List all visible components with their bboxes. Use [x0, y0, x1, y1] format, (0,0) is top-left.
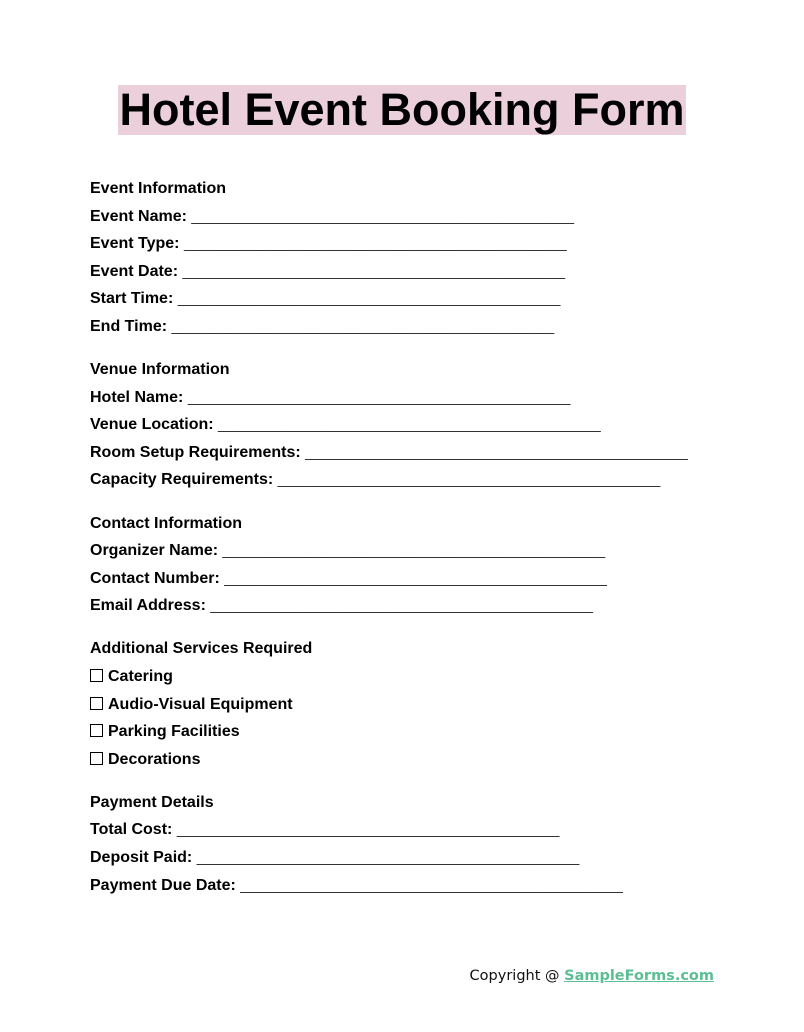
- field-email-address[interactable]: [90, 592, 770, 620]
- section-venue-information: [90, 356, 770, 494]
- field-label: Capacity Requirements:: [90, 471, 274, 489]
- fill-in-blank[interactable]: ___________________________________________: [222, 542, 606, 560]
- section-event-information: [90, 175, 770, 341]
- field-label: Hotel Name:: [90, 388, 184, 406]
- fill-in-blank[interactable]: ___________________________________________: [183, 235, 567, 253]
- field-total-cost[interactable]: [90, 816, 770, 844]
- field-deposit-paid[interactable]: [90, 844, 770, 872]
- field-start-time[interactable]: [90, 285, 770, 313]
- field-label: Event Name:: [90, 207, 187, 225]
- fill-in-blank[interactable]: ___________________________________________: [210, 597, 593, 615]
- field-organizer-name[interactable]: [90, 537, 770, 565]
- fill-in-blank[interactable]: ___________________________________________: [277, 471, 661, 489]
- title-container: [0, 85, 804, 135]
- field-label: End Time:: [90, 317, 168, 335]
- field-hotel-name[interactable]: [90, 384, 770, 412]
- section-payment-details: [90, 789, 770, 899]
- field-label: Payment Due Date:: [90, 876, 236, 894]
- section-contact-information: [90, 510, 770, 620]
- field-label: Contact Number:: [90, 569, 220, 587]
- field-label: Event Type:: [90, 235, 180, 253]
- fill-in-blank[interactable]: ___________________________________________: [305, 443, 688, 461]
- field-room-setup-requirements[interactable]: [90, 439, 770, 467]
- option-catering[interactable]: [90, 663, 770, 691]
- field-label: Deposit Paid:: [90, 849, 193, 867]
- field-label: Start Time:: [90, 290, 174, 308]
- field-label: Room Setup Requirements:: [90, 443, 301, 461]
- field-event-type[interactable]: [90, 230, 770, 258]
- field-label: Event Date:: [90, 262, 179, 280]
- copyright-text: Copyright @: [469, 968, 565, 984]
- field-contact-number[interactable]: [90, 565, 770, 593]
- section-heading: Event Information: [90, 180, 227, 197]
- field-label: Organizer Name:: [90, 542, 219, 560]
- field-label: Total Cost:: [90, 821, 173, 839]
- checkbox-icon[interactable]: [90, 669, 103, 682]
- fill-in-blank[interactable]: ___________________________________________: [182, 262, 566, 280]
- fill-in-blank[interactable]: ___________________________________________: [196, 849, 580, 867]
- field-event-date[interactable]: [90, 258, 770, 286]
- field-end-time[interactable]: [90, 313, 770, 341]
- field-payment-due-date[interactable]: [90, 872, 770, 900]
- field-capacity-requirements[interactable]: [90, 466, 770, 494]
- checkbox-icon[interactable]: [90, 752, 103, 765]
- section-heading: Additional Services Required: [90, 640, 313, 658]
- fill-in-blank[interactable]: ___________________________________________: [187, 388, 571, 406]
- option-label: Catering: [108, 668, 173, 685]
- sampleforms-link[interactable]: SampleForms.com: [564, 968, 714, 984]
- checkbox-icon[interactable]: [90, 697, 103, 710]
- option-parking-facilities[interactable]: [90, 718, 770, 746]
- booking-form: [90, 175, 770, 915]
- field-venue-location[interactable]: [90, 411, 770, 439]
- section-heading: Venue Information: [90, 361, 230, 379]
- fill-in-blank[interactable]: ___________________________________________: [218, 416, 601, 434]
- field-event-name[interactable]: [90, 203, 770, 231]
- field-label: Email Address:: [90, 597, 206, 615]
- option-decorations[interactable]: [90, 746, 770, 774]
- fill-in-blank[interactable]: ___________________________________________: [191, 207, 575, 225]
- fill-in-blank[interactable]: ___________________________________________: [171, 317, 555, 335]
- section-heading: Contact Information: [90, 514, 242, 532]
- fill-in-blank[interactable]: ___________________________________________: [240, 876, 623, 894]
- option-label: Parking Facilities: [108, 723, 240, 741]
- fill-in-blank[interactable]: ___________________________________________: [177, 290, 561, 308]
- fill-in-blank[interactable]: ___________________________________________: [176, 821, 560, 839]
- page-title: Hotel Event Booking Form: [119, 84, 685, 135]
- section-heading: Payment Details: [90, 793, 214, 811]
- option-label: Decorations: [108, 750, 201, 768]
- section-additional-services: [90, 635, 770, 773]
- copyright-footer: [470, 966, 714, 986]
- option-audio-visual-equipment[interactable]: [90, 691, 770, 719]
- fill-in-blank[interactable]: ___________________________________________: [224, 569, 607, 587]
- checkbox-icon[interactable]: [90, 724, 103, 737]
- option-label: Audio-Visual Equipment: [108, 695, 293, 713]
- field-label: Venue Location:: [90, 416, 214, 434]
